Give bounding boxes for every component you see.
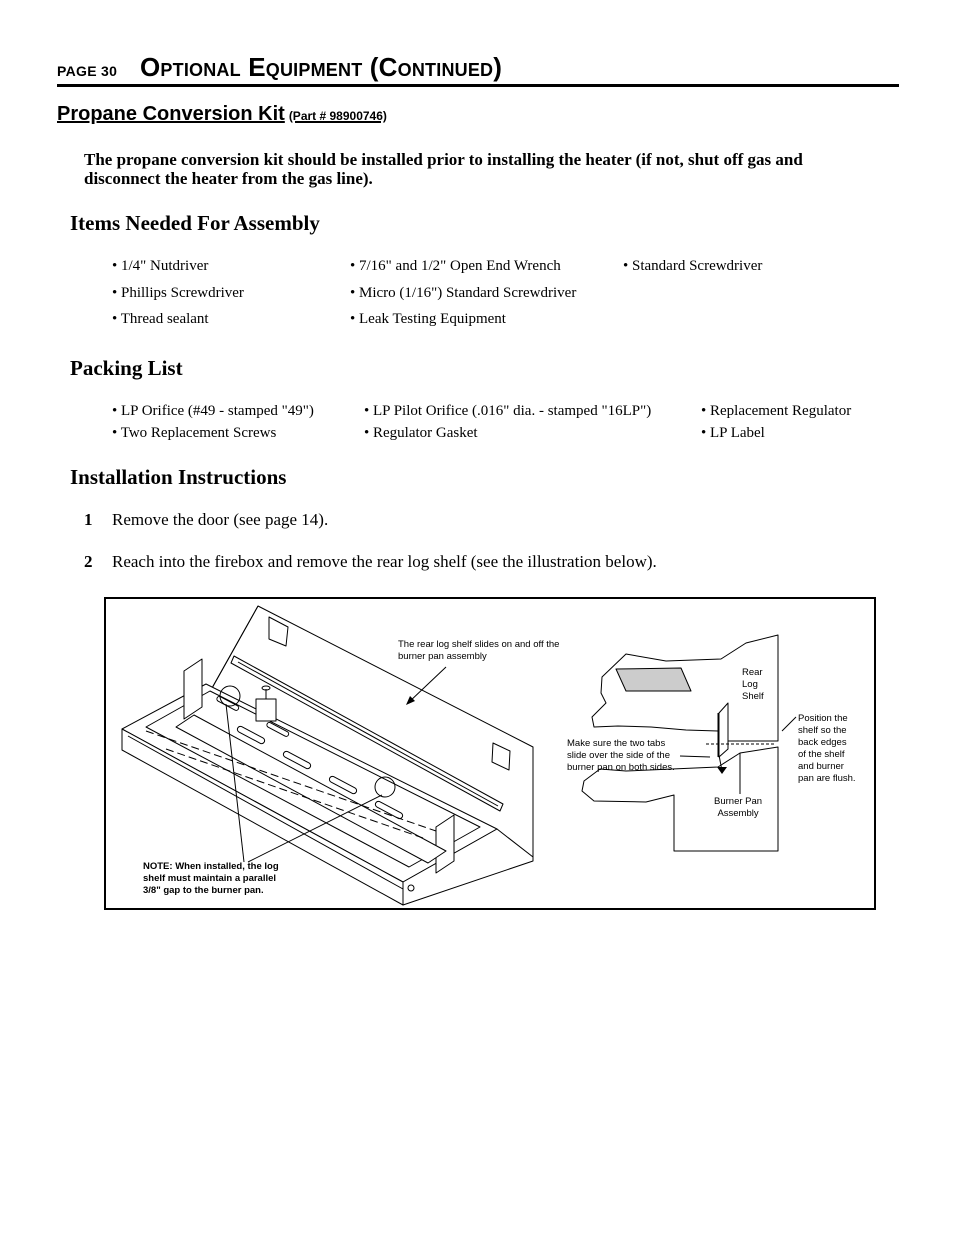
page-title: Optional Equipment (Continued) [140,52,503,82]
shelf-tab-shaded [616,668,691,691]
list-item: • Replacement Regulator [701,403,852,419]
caption-line: Make sure the two tabs [567,738,666,749]
list-item: • LP Orifice (#49 - stamped "49") [112,403,314,419]
list-item: • LP Label [701,425,765,441]
page-number: PAGE 30 [57,63,118,79]
list-item: • Standard Screwdriver [623,258,763,274]
list-item: • Two Replacement Screws [112,425,277,441]
step-text: Reach into the firebox and remove the rear log shelf (see the illustration below). [112,552,657,571]
step-number: 1 [84,510,93,529]
caption-line: burner pan on both sides. [567,762,675,773]
items-needed-heading: Items Needed For Assembly [70,211,320,235]
caption-line: back edges [798,737,847,748]
installation-note [143,861,279,897]
part-number: (Part # 98900746) [288,109,387,123]
caption-line: burner pan assembly [398,651,487,662]
callout-shelf [398,639,559,663]
caption-line: shelf so the [798,725,847,736]
list-item: • Phillips Screwdriver [112,285,244,301]
detail-flange [719,703,728,757]
pilot-assembly [256,699,276,721]
packing-list-heading: Packing List [70,356,183,380]
list-item: • Leak Testing Equipment [350,311,506,327]
caption-line: Assembly [717,808,759,819]
list-item: • Micro (1/16") Standard Screwdriver [350,285,577,301]
note-line: NOTE: When installed, the log [143,861,279,872]
caption-line: and burner [798,761,844,772]
caption-line: pan are flush. [798,773,856,784]
callout-position [798,713,856,785]
list-item: • 1/4" Nutdriver [112,258,209,274]
step-text: Remove the door (see page 14). [112,510,329,529]
note-line: 3/8" gap to the burner pan. [143,885,264,896]
installation-heading: Installation Instructions [70,465,287,489]
callout-tabs [567,738,675,774]
caption-line: of the shelf [798,749,845,760]
list-item: • Thread sealant [112,311,209,327]
section-title [57,103,387,126]
caption-line: Shelf [742,691,764,702]
log-shelf-illustration [104,597,876,910]
list-item: • 7/16" and 1/2" Open End Wrench [350,258,561,274]
header-rule [57,84,899,87]
caption-line: Burner Pan [714,796,763,807]
caption-line: Rear [742,667,763,678]
caption-line: slide over the side of the [567,750,670,761]
section-title-text: Propane Conversion Kit [57,103,285,125]
note-line: shelf must maintain a parallel [143,873,277,884]
intro-paragraph: The propane conversion kit should be installed prior to installing the heater (if not, shut off gas and disconnect the heater from the gas line). [84,150,803,188]
caption-line: Log [742,679,758,690]
label-rear-log-shelf [742,667,764,703]
label-burner-pan [714,796,762,820]
list-item: • Regulator Gasket [364,425,478,441]
list-item: • LP Pilot Orifice (.016" dia. - stamped "16LP") [364,403,652,419]
caption-line: The rear log shelf slides on and off the [398,639,560,650]
step-number: 2 [84,552,93,571]
caption-line: Position the [798,713,848,724]
